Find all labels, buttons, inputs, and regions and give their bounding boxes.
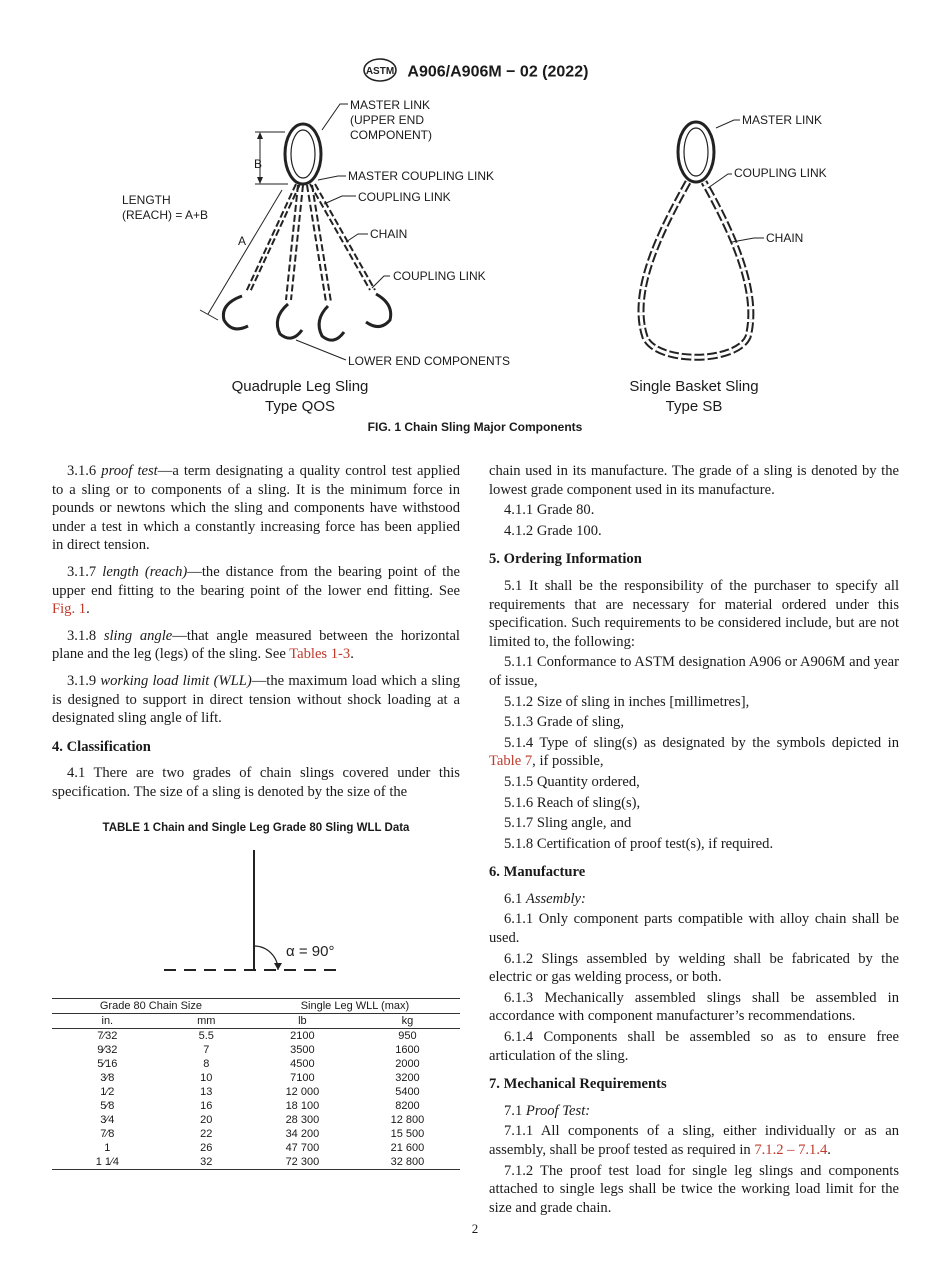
para-text: . <box>827 1142 831 1158</box>
term: Proof Test: <box>525 1102 591 1119</box>
para-4-1-cont: chain used in its manufacture. The grade of a sling is denoted by the lowest grade component used in its manufacture. <box>489 463 899 498</box>
cell-lb: 7100 <box>290 1072 315 1084</box>
para-5-1-2: 5.1.2 Size of sling in inches [millimetres], <box>504 693 750 710</box>
para-6-1-4: 6.1.4 Components shall be assembled so as to ensure free articulation of the sling. <box>489 1029 899 1064</box>
cell-kg: 950 <box>398 1030 417 1042</box>
para-5-1-8: 5.1.8 Certification of proof test(s), if required. <box>504 835 774 852</box>
label-length-1: LENGTH <box>122 193 171 207</box>
right-column <box>489 462 899 1219</box>
para-5-1-3: 5.1.3 Grade of sling, <box>504 714 624 731</box>
cell-lb: 47 700 <box>285 1142 320 1154</box>
table-row <box>52 1057 460 1071</box>
cell-mm: 26 <box>200 1142 213 1154</box>
cell-mm: 22 <box>200 1128 213 1140</box>
para-5-1: 5.1 It shall be the responsibility of the purchaser to specify all requirements that are necessary for material ordered under this specification. Such requirements to be considered include, but are not limited to, the following: <box>489 577 899 650</box>
para-4-1: 4.1 There are two grades of chain slings covered under this specification. The size of a sling is denoted by the size of the <box>52 765 460 800</box>
basket-sling-title <box>594 377 794 417</box>
para-5-1-5: 5.1.5 Quantity ordered, <box>504 773 640 790</box>
cell-mm: 32 <box>163 1155 250 1170</box>
table-row <box>52 1085 460 1099</box>
table-1-caption: TABLE 1 Chain and Single Leg Grade 80 Sling WLL Data <box>102 822 410 834</box>
col-header-lb: lb <box>250 1014 355 1029</box>
cell-lb: 34 200 <box>285 1128 320 1140</box>
cell-kg: 32 800 <box>355 1155 460 1170</box>
tables-link[interactable]: Tables 1-3 <box>289 646 351 663</box>
cell-lb: 18 100 <box>285 1100 320 1112</box>
figure-1 <box>60 92 890 422</box>
cell-lb: 72 300 <box>250 1155 355 1170</box>
hook-3 <box>319 306 344 340</box>
para-5-1-1: 5.1.1 Conformance to ASTM designation A906 or A906M and year of issue, <box>489 654 899 689</box>
cell-mm: 10 <box>200 1072 213 1084</box>
table-1 <box>52 998 460 1170</box>
para-3-1-7: 3.1.7 length (reach)—the distance from the bearing point of the upper end fitting to the bearing point of the lower end fitting. See Fig. 1. <box>52 563 460 618</box>
cell-mm: 8 <box>203 1058 210 1070</box>
term: working load limit (WLL) <box>100 672 252 689</box>
quad-title-line-1: Quadruple Leg Sling <box>231 378 369 395</box>
label-length-2: (REACH) = A+B <box>122 208 209 222</box>
label-master-link: MASTER LINK <box>350 98 431 112</box>
cell-mm: 7 <box>203 1044 210 1056</box>
label-dim-b: B <box>254 157 263 171</box>
cell-lb: 12 000 <box>285 1086 320 1098</box>
figure-caption: FIG. 1 Chain Sling Major Components <box>367 420 583 434</box>
label-basket-chain: CHAIN <box>766 231 804 245</box>
cell-mm: 5.5 <box>198 1030 214 1042</box>
cell-in: 3⁄4 <box>100 1114 115 1126</box>
term: Assembly: <box>525 890 586 907</box>
cell-in: 7⁄8 <box>100 1128 115 1140</box>
quad-leg-2 <box>286 185 303 300</box>
para-7-1 <box>489 1102 899 1121</box>
cell-kg: 21 600 <box>390 1142 425 1154</box>
astm-logo-text: ASTM <box>365 66 394 77</box>
astm-logo-icon <box>362 58 398 87</box>
table-7-link[interactable]: Table 7 <box>489 753 533 770</box>
cell-in: 9⁄32 <box>97 1044 118 1056</box>
label-coupling-link-bottom: COUPLING LINK <box>393 269 486 283</box>
para-number: 7.1 <box>504 1102 523 1119</box>
para-6-1-2: 6.1.2 Slings assembled by welding shall be fabricated by the electric or gas welding process, or both. <box>489 950 899 986</box>
cell-mm: 16 <box>200 1100 213 1112</box>
col-header-in: in. <box>52 1014 163 1029</box>
section-7-1-2-link[interactable]: 7.1.2 – 7.1.4 <box>754 1142 828 1158</box>
cell-in: 1⁄2 <box>100 1086 115 1098</box>
label-chain: CHAIN <box>370 227 408 241</box>
chain-sling-diagram <box>60 92 890 422</box>
document-designation: A906/A906M − 02 (2022) <box>407 63 589 81</box>
cell-kg: 3200 <box>395 1072 420 1084</box>
term: length (reach) <box>102 563 188 580</box>
section-5-heading: 5. Ordering Information <box>489 551 642 568</box>
sling-angle-diagram <box>160 846 360 978</box>
cell-lb: 28 300 <box>285 1114 320 1126</box>
cell-mm: 20 <box>200 1114 213 1126</box>
basket-title-line-2: Type SB <box>665 398 723 415</box>
label-upper-end-1: (UPPER END <box>350 113 425 127</box>
para-number: 3.1.6 <box>67 463 97 479</box>
col-group-chain-size: Grade 80 Chain Size <box>52 999 250 1014</box>
cell-in: 1 1⁄4 <box>52 1155 163 1170</box>
fig-1-link[interactable]: Fig. 1 <box>52 601 87 618</box>
cell-kg: 5400 <box>395 1086 420 1098</box>
para-number: 3.1.7 <box>67 563 97 580</box>
para-5-1-4 <box>489 734 899 771</box>
label-upper-end-2: COMPONENT) <box>350 128 432 142</box>
cell-in: 3⁄8 <box>100 1072 115 1084</box>
table-row <box>52 1043 460 1057</box>
quad-sling-title <box>200 377 400 417</box>
hook-1 <box>223 296 248 329</box>
para-number: 6.1 <box>504 890 523 907</box>
basket-title-line-1: Single Basket Sling <box>629 378 759 395</box>
cell-in: 1 <box>104 1142 111 1154</box>
cell-lb: 2100 <box>290 1030 315 1042</box>
table-row <box>52 1127 460 1141</box>
para-text: 5.1.4 Type of sling(s) as designated by the symbols depicted in <box>504 734 899 751</box>
para-4-1-2: 4.1.2 Grade 100. <box>504 522 602 539</box>
para-number: 3.1.8 <box>67 627 97 644</box>
para-6-1-3: 6.1.3 Mechanically assembled slings shall be assembled in accordance with component manufacturer’s recommendations. <box>489 989 899 1025</box>
page-header <box>0 58 950 87</box>
col-header-kg: kg <box>355 1014 460 1029</box>
para-3-1-6 <box>52 462 460 555</box>
cell-in: 7⁄32 <box>97 1030 118 1042</box>
section-4-heading: 4. Classification <box>52 738 151 755</box>
label-basket-master-link: MASTER LINK <box>742 113 823 127</box>
para-text: 7.1.1 All components of a sling, either individually or as an assembly, shall be proof tested as required in <box>489 1123 899 1158</box>
term: sling angle <box>103 627 173 644</box>
definition-text: —the maximum load which a sling is designed to support in direct tension without shock loading at a designated sling angle of lift. <box>52 672 460 727</box>
label-dim-a: A <box>238 234 247 248</box>
section-7-heading: 7. Mechanical Requirements <box>489 1076 667 1093</box>
table-row <box>52 1155 460 1170</box>
para-text: , if possible, <box>532 753 604 770</box>
table-row <box>52 1071 460 1085</box>
page-number: 2 <box>471 1221 479 1236</box>
table-row <box>52 1113 460 1127</box>
cell-lb: 3500 <box>290 1044 315 1056</box>
hook-2 <box>277 304 302 338</box>
col-group-wll: Single Leg WLL (max) <box>250 999 460 1014</box>
cell-kg: 2000 <box>395 1058 420 1070</box>
quad-title-line-2: Type QOS <box>264 398 336 415</box>
cell-mm: 13 <box>200 1086 213 1098</box>
para-7-1-2: 7.1.2 The proof test load for single leg slings and components attached to single legs shall be twice the working load limit for the size and grade chain. <box>489 1162 899 1216</box>
definition-text: —that angle measured between the horizontal plane and the leg (legs) of the sling. See <box>52 627 460 663</box>
hook-4 <box>366 294 391 327</box>
cell-in: 5⁄8 <box>100 1100 115 1112</box>
definition-text: —a term designating a quality control test applied to a sling or to components of a sling. It is the minimum force in pounds or newtons which the sling and components have withstood under a test in which a constantly increasing force has been applied in direct tension. <box>52 463 460 554</box>
cell-lb: 4500 <box>290 1058 315 1070</box>
para-7-1-1 <box>489 1122 899 1159</box>
basket-chain-loop <box>641 182 751 357</box>
label-lower-end-components: LOWER END COMPONENTS <box>348 354 511 368</box>
table-row <box>52 1029 460 1044</box>
para-6-1-1: 6.1.1 Only component parts compatible with alloy chain shall be used. <box>489 911 899 947</box>
para-3-1-8: 3.1.8 sling angle—that angle measured between the horizontal plane and the leg (legs) of the sling. See Tables 1-3. <box>52 627 460 663</box>
cell-kg: 1600 <box>395 1044 420 1056</box>
definition-text: —the distance from the bearing point of the upper end fitting to the bearing point of the lower end fitting. See <box>52 563 460 599</box>
term: proof test <box>101 463 158 479</box>
label-basket-coupling-link: COUPLING LINK <box>734 166 827 180</box>
table-row <box>52 1099 460 1113</box>
cell-kg: 8200 <box>395 1100 420 1112</box>
label-master-coupling-link: MASTER COUPLING LINK <box>348 169 495 183</box>
table-row <box>52 1141 460 1155</box>
cell-in: 5⁄16 <box>97 1058 118 1070</box>
label-coupling-link-top: COUPLING LINK <box>358 190 451 204</box>
section-6-heading: 6. Manufacture <box>489 864 586 881</box>
col-header-mm: mm <box>163 1014 250 1029</box>
cell-kg: 12 800 <box>390 1114 425 1126</box>
para-4-1-1: 4.1.1 Grade 80. <box>504 502 595 519</box>
para-5-1-6: 5.1.6 Reach of sling(s), <box>504 794 641 811</box>
para-5-1-7: 5.1.7 Sling angle, and <box>504 815 632 832</box>
para-number: 3.1.9 <box>67 672 97 689</box>
para-3-1-9 <box>52 672 460 728</box>
left-column <box>52 462 460 804</box>
angle-label: α = 90° <box>286 943 335 960</box>
para-6-1 <box>489 890 899 909</box>
cell-kg: 15 500 <box>390 1128 425 1140</box>
